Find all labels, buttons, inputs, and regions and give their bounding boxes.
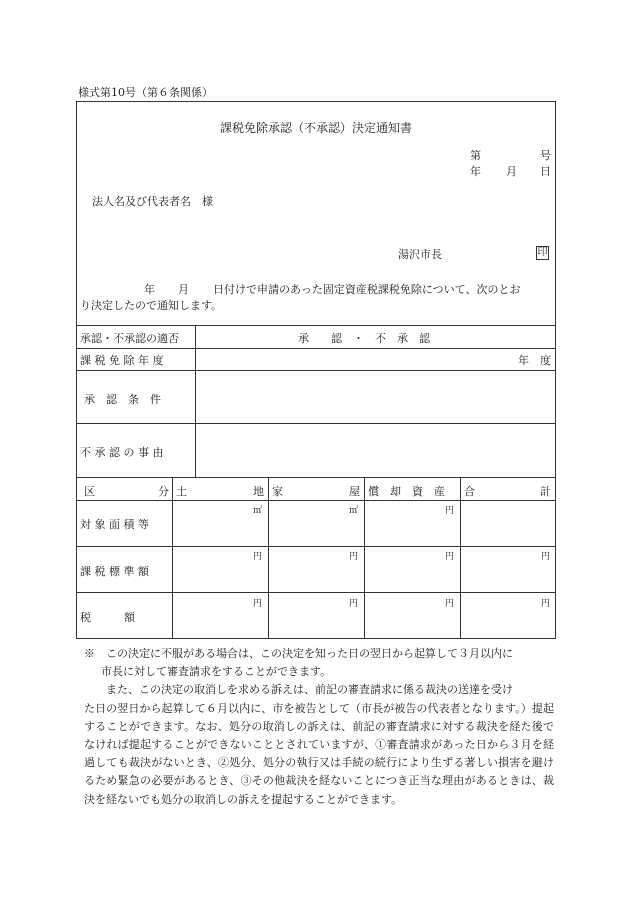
header-total-1: 合	[464, 485, 475, 498]
body-text-line2: り決定したので通知します。	[80, 299, 223, 312]
header-house-1: 家	[272, 485, 283, 498]
header-house-2: 屋	[349, 485, 360, 498]
date-year: 年	[470, 165, 481, 178]
body-month: 月	[178, 283, 189, 296]
rule	[76, 370, 556, 371]
rule	[268, 477, 269, 638]
rule	[460, 477, 461, 638]
row-label-tax-amount: 税 額	[80, 611, 135, 624]
note-p2-rest: た日の翌日から起算して６月以内に、市を被告として（市長が被告の代表者となります。）提起することができます。なお、処分の取消しの訴えは、前記の審査請求に対する裁決を経た後でなければ提起することができないこととされていますが、①審査請求があった日から３月を経過しても裁決がないとき、②処分、処分の執行又は手続の続行により生ずる著しい損害を避けるため緊急の必要があるとき、③その他裁決を経ないことにつき正当な理由があるときは、裁決を経ないでも処分の取消しの訴えを提起することができます。	[84, 701, 554, 806]
date-month: 月	[506, 165, 517, 178]
unit-tax-total: 円	[541, 599, 551, 609]
body-year: 年	[144, 283, 155, 296]
unit-tax-land: 円	[253, 599, 263, 609]
rule	[76, 348, 556, 349]
conditions-label: 承 認 条 件	[84, 393, 161, 406]
note-p1-line2: 市長に対して審査請求をすることができます。	[101, 665, 332, 679]
document-title: 課税免除承認（不承認）決定通知書	[219, 121, 412, 135]
unit-area-land: ㎡	[253, 506, 263, 516]
header-depreciable: 償 却 資 産	[368, 485, 445, 498]
row-label-tax-base: 課 税 標 準 額	[80, 565, 149, 578]
rule	[76, 500, 556, 501]
row-label-area: 対 象 面 積 等	[80, 518, 149, 531]
rule	[364, 477, 365, 638]
rejection-reason-label: 不 承 認 の 事 由	[80, 446, 164, 459]
note-mark: ※	[84, 647, 95, 660]
note-line	[84, 645, 554, 663]
unit-base-total: 円	[541, 552, 551, 562]
issuer-name: 湯沢市長	[398, 248, 442, 261]
unit-tax-depreciable: 円	[445, 599, 455, 609]
notes-section	[84, 645, 554, 809]
exemption-year-label: 課 税 免 除 年 度	[80, 354, 164, 367]
unit-area-house: ㎡	[349, 506, 359, 516]
number-suffix: 号	[540, 149, 551, 162]
form-number-label: 様式第10号（第６条関係）	[78, 86, 213, 99]
seal-mark: 印	[537, 247, 548, 258]
header-land-1: 土	[176, 485, 187, 498]
recipient-line: 法人名及び代表者名 様	[92, 195, 213, 208]
header-total-2: 計	[540, 485, 551, 498]
date-day: 日	[540, 165, 551, 178]
header-category-2: 分	[158, 485, 169, 498]
unit-base-house: 円	[349, 552, 359, 562]
note-p2-line1: また、この決定の取消しを求める訴えは、前記の審査請求に係る裁決の送達を受け	[106, 683, 513, 697]
header-category-1: 区	[84, 485, 95, 498]
rule	[76, 477, 556, 478]
rule	[76, 423, 556, 424]
rule	[76, 546, 556, 547]
unit-base-land: 円	[253, 552, 263, 562]
rule	[172, 477, 173, 638]
rule	[195, 325, 196, 477]
body-text-line1: 日付けで申請のあった固定資産税課税免除について、次のとお	[213, 283, 521, 296]
note-p1-line1: この決定に不服がある場合は、この決定を知った日の翌日から起算して３月以内に	[106, 647, 513, 660]
exemption-year-unit: 年 度	[518, 354, 551, 367]
header-land-2: 地	[253, 485, 264, 498]
unit-base-depreciable: 円	[445, 552, 455, 562]
number-prefix: 第	[470, 149, 481, 162]
approval-label: 承認・不承認の適否	[80, 332, 179, 345]
unit-area-depreciable: 円	[445, 506, 455, 516]
rule	[76, 592, 556, 593]
unit-tax-house: 円	[349, 599, 359, 609]
approval-value: 承 認 ・ 不 承 認	[298, 332, 430, 345]
rule	[76, 325, 556, 326]
